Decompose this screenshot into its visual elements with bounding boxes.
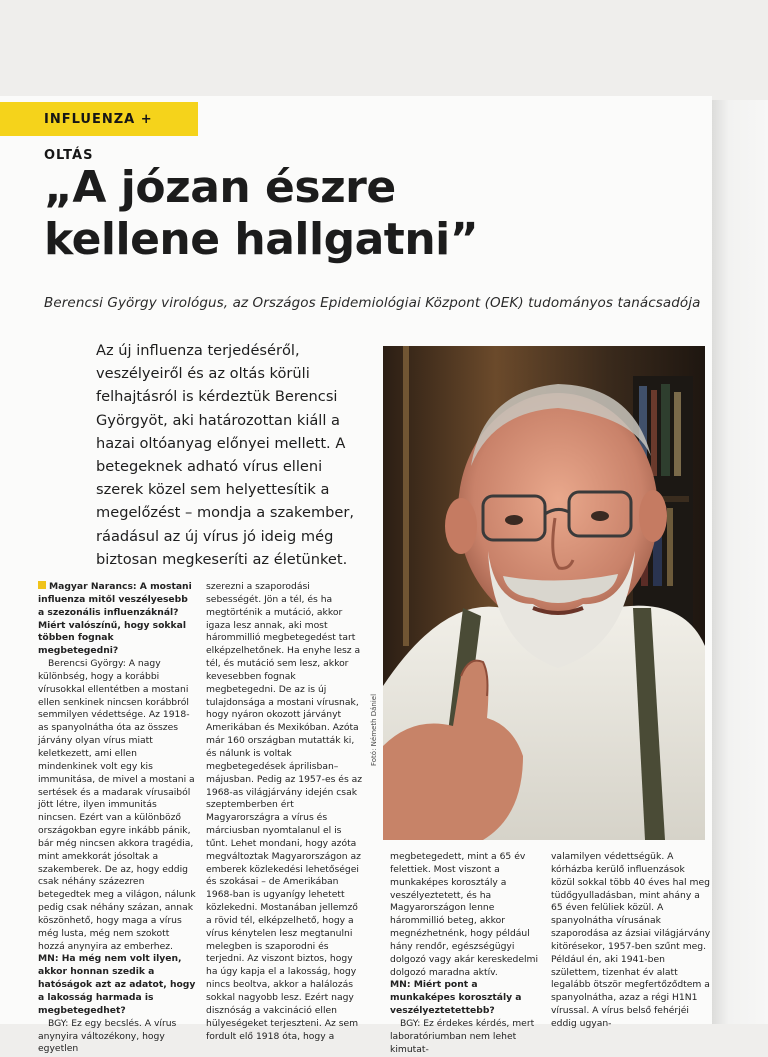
interview-question: MN: Miért pont a munkaképes korosztály a veszélyeztetettebb?: [390, 979, 522, 1017]
article-column-3: [390, 851, 544, 1057]
interview-answer: valamilyen védettségük. A kórházba kerülő influenzások közül sokkal több 40 éves hal meg tüdőgyulladásban, mint ahány a 65 éven felüliek közül. A spanyolnátha vírusának szaporodása az ázsiai világjárvány kitörésekor, 1957-ben szűnt meg. Például én, aki 1941-ben születtem, tizenhat év alatt legalább ötször megfertőződtem a spanyolnátha, azaz a régi H1N1 vírussal. A vírus belső fehérjéi eddig ugyan-: [551, 851, 711, 1029]
square-marker-icon: [38, 581, 46, 589]
interview-question: MN: Ha még nem volt ilyen, akkor honnan szedik a hatóságok azt az adatot, hogy a lakosság harmada is megbetegedhet?: [38, 953, 196, 1016]
page-edge-shadow: [712, 100, 768, 1024]
subtitle: Berencsi György virológus, az Országos Epidemiológiai Központ (OEK) tudományos tanácsadója: [44, 295, 701, 311]
magazine-page: [0, 96, 712, 1055]
lead-paragraph: Az új influenza terjedéséről, veszélyeiről és az oltás körüli felhajtásról is kérdeztük Berencsi Györgyöt, aki határozottan kiáll a hazai oltóanyag előnyei mellett. A betegeknek adható vírus elleni szerek közel sem helyettesítik a megelőzést – mondja a szakember, ráadásul az új vírus jó ideig még biztosan megkeseríti az életünket.: [96, 342, 355, 568]
interview-answer: szerezni a szaporodási sebességét. Jön a tél, és ha megtörténik a mutáció, akkor igaza lesz annak, aki most hárommillió megbetegedést tart elképzelhetőnek. Ha enyhe lesz a tél, és mutáció sem lesz, akkor kevesebben fognak megbetegedni. De az is új tulajdonsága a mostani vírusnak, hogy nyáron okozott járványt Amerikában és Mexikóban. Azóta már 160 országban mutatták ki, és nálunk is voltak megbetegedések áprilisban–májusban. Pedig az 1957-es és az 1968-as világjárvány idején csak szeptemberben ért Magyarországra a vírus és márciusban nyomtalanul el is tűnt. Lehet mondani, hogy azóta megváltoztak Magyarországon az emberek közlekedési lehetőségei és szokásai – de Amerikában 1968-ban is ugyanígy lehetett közlekedni. Mostanában jellemző a rövid tél, elképzelhető, hogy a vírus kénytelen lesz megtanulni melegben is szaporodni és terjedni. Az viszont biztos, hogy ha úgy kapja el a lakosság, hogy nincs beoltva, akkor a halálozás sokkal nagyobb lesz. Ezért nagy disznóság a vakcináció ellen hülyeségeket terjeszteni. Az sem fordult elő 1918 óta, hogy a: [206, 581, 363, 1042]
question-text: Magyar Narancs: A mostani influenza mitől veszélyesebb a szezonális influenzáknál? Miért valószínű, hogy sokkal többen fognak megbetegedni?: [38, 581, 192, 657]
interview-answer: megbetegedett, mint a 65 év felettiek. Most viszont a munkaképes korosztály a veszélyeztetett, és ha Magyarországon lenne hárommillió beteg, akkor megnézhetnénk, hogy például hány rendőr, egészségügyi dolgozó vagy akár kereskedelmi dolgozó maradna aktív.: [390, 851, 539, 978]
article-column-4: [551, 851, 711, 1031]
headline: [44, 162, 478, 266]
article-column-1: [38, 581, 196, 1056]
interview-answer: Berencsi György: A nagy különbség, hogy a korábbi vírusokkal ellentétben a mostani ellen senkinek nincsen korábbról semmilyen védettsége. Az 1918-as spanyolnátha óta az összes járvány olyan vírus miatt keletkezett, ami ellen mindenkinek volt egy kis immunitása, de mivel a mostani a sertések és a madarak vírusaiból jött létre, ilyen immunitás nincsen. Ezért van a különböző országokban egyre inkább pánik, bár még nincsen akkora tragédia, mint amekkorát jósoltak a szakemberek. De az, hogy eddig csak néhány százezren betegedtek meg a világon, nálunk pedig csak néhány százan, annak köszönhető, hogy maga a vírus még lusta, még nem szokott hozzá anynyira az emberhez.: [38, 658, 196, 952]
headline-line-1: „A józan észre: [44, 162, 396, 213]
photo-credit: Fotó: Németh Dániel: [370, 693, 378, 766]
headline-line-2: kellene hallgatni”: [44, 214, 479, 265]
portrait-photo: [383, 346, 705, 840]
interview-question: [38, 581, 196, 658]
portrait-illustration: [383, 346, 705, 840]
interview-answer: BGY: Ez érdekes kérdés, mert laboratóriumban nem lehet kimutat-: [390, 1017, 535, 1055]
interview-answer: BGY: Ez egy becslés. A vírus anynyira változékony, hogy egyetlen: [38, 1017, 177, 1055]
article-column-2: [206, 581, 366, 1043]
section-tag: INFLUENZA + OLTÁS: [0, 102, 198, 136]
